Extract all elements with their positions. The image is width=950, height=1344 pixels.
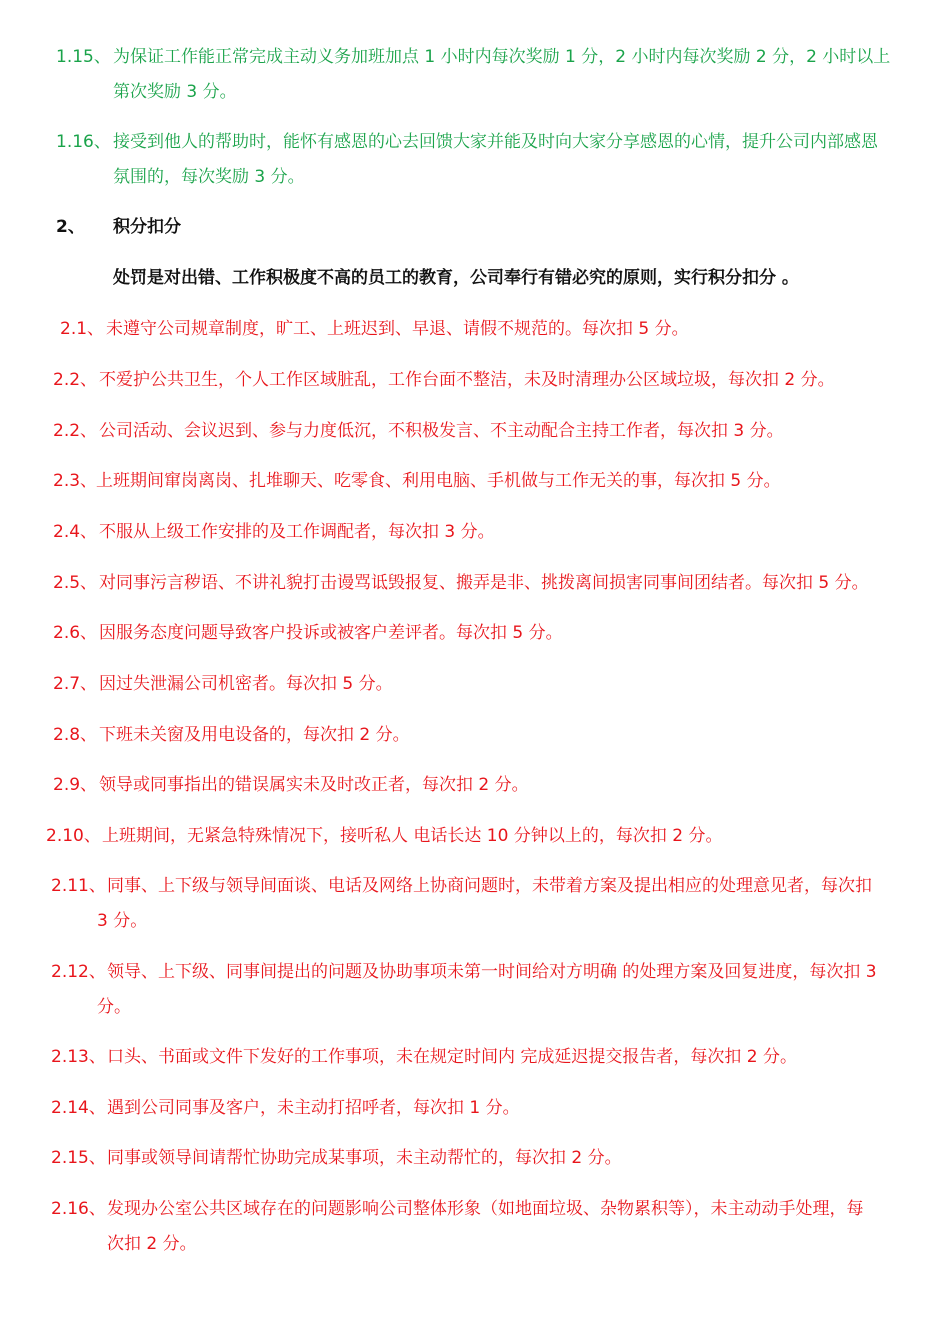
- item-text: 因服务态度问题导致客户投诉或被客户差评者。每次扣 5 分。: [99, 623, 563, 643]
- item-text: 口头、书面或文件下发好的工作事项，未在规定时间内 完成延迟提交报告者，每次扣 2 分。: [107, 1047, 798, 1067]
- item-number: 1.16、: [56, 132, 111, 152]
- item-number: 2.12、: [51, 962, 106, 982]
- item-text: 分。: [97, 997, 131, 1017]
- item-number: 2.4、: [53, 522, 98, 542]
- item-number: 2.2、: [53, 370, 98, 390]
- item-text: 下班未关窗及用电设备的，每次扣 2 分。: [99, 725, 410, 745]
- item-number: 2.1、: [60, 319, 105, 339]
- section-intro-text: 处罚是对出错、工作积极度不高的员工的教育，公司奉行有错必究的原则，实行积分扣分 。: [113, 268, 799, 288]
- item-number: 2.13、: [51, 1047, 106, 1067]
- item-text: 同事、上下级与领导间面谈、电话及网络上协商问题时，未带着方案及提出相应的处理意见者，每次扣: [107, 876, 872, 896]
- section-title: 积分扣分: [113, 217, 181, 237]
- item-number: 2.16、: [51, 1199, 106, 1219]
- item-text: 领导或同事指出的错误属实未及时改正者，每次扣 2 分。: [99, 775, 529, 795]
- item-text: 不服从上级工作安排的及工作调配者，每次扣 3 分。: [99, 522, 495, 542]
- item-text: 上班期间窜岗离岗、扎堆聊天、吃零食、利用电脑、手机做与工作无关的事，每次扣 5 分。: [96, 471, 781, 491]
- item-number: 2.15、: [51, 1148, 106, 1168]
- item-number: 2.5、: [53, 573, 98, 593]
- item-text: 不爱护公共卫生，个人工作区域脏乱，工作台面不整洁，未及时清理办公区域垃圾，每次扣 2 分。: [99, 370, 835, 390]
- item-number: 2.8、: [53, 725, 98, 745]
- item-number: 2.7、: [53, 674, 98, 694]
- item-text: 发现办公室公共区域存在的问题影响公司整体形象（如地面垃圾、杂物累积等），未主动动手处理，每: [107, 1199, 864, 1219]
- item-text: 次扣 2 分。: [107, 1234, 197, 1254]
- item-number: 2.6、: [53, 623, 98, 643]
- item-text: 上班期间，无紧急特殊情况下，接听私人 电话长达 10 分钟以上的，每次扣 2 分。: [102, 826, 723, 846]
- item-text: 因过失泄漏公司机密者。每次扣 5 分。: [99, 674, 393, 694]
- item-number: 2.10、: [46, 826, 101, 846]
- item-number: 2.14、: [51, 1098, 106, 1118]
- item-number: 2.3、: [53, 471, 98, 491]
- item-text: 氛围的，每次奖励 3 分。: [113, 167, 305, 187]
- section-number: 2、: [56, 217, 85, 237]
- item-text: 为保证工作能正常完成主动义务加班加点 1 小时内每次奖励 1 分，2 小时内每次奖励 2 分，2 小时以上: [113, 47, 891, 67]
- item-number: 2.2、: [53, 421, 98, 441]
- item-text: 3 分。: [97, 911, 148, 931]
- item-text: 接受到他人的帮助时，能怀有感恩的心去回馈大家并能及时向大家分享感恩的心情，提升公司内部感恩: [113, 132, 878, 152]
- item-text: 第次奖励 3 分。: [113, 82, 237, 102]
- item-text: 未遵守公司规章制度，旷工、上班迟到、早退、请假不规范的。每次扣 5 分。: [106, 319, 689, 339]
- item-text: 遇到公司同事及客户，未主动打招呼者，每次扣 1 分。: [107, 1098, 520, 1118]
- item-text: 同事或领导间请帮忙协助完成某事项，未主动帮忙的，每次扣 2 分。: [107, 1148, 622, 1168]
- item-text: 对同事污言秽语、不讲礼貌打击谩骂诋毁报复、搬弄是非、挑拨离间损害同事间团结者。每次扣 5 分。: [99, 573, 869, 593]
- item-number: 2.9、: [53, 775, 98, 795]
- item-number: 1.15、: [56, 47, 111, 67]
- item-number: 2.11、: [51, 876, 106, 896]
- item-text: 公司活动、会议迟到、参与力度低沉，不积极发言、不主动配合主持工作者，每次扣 3 分。: [99, 421, 784, 441]
- item-text: 领导、上下级、同事间提出的问题及协助事项未第一时间给对方明确 的处理方案及回复进度，每次扣 3: [107, 962, 877, 982]
